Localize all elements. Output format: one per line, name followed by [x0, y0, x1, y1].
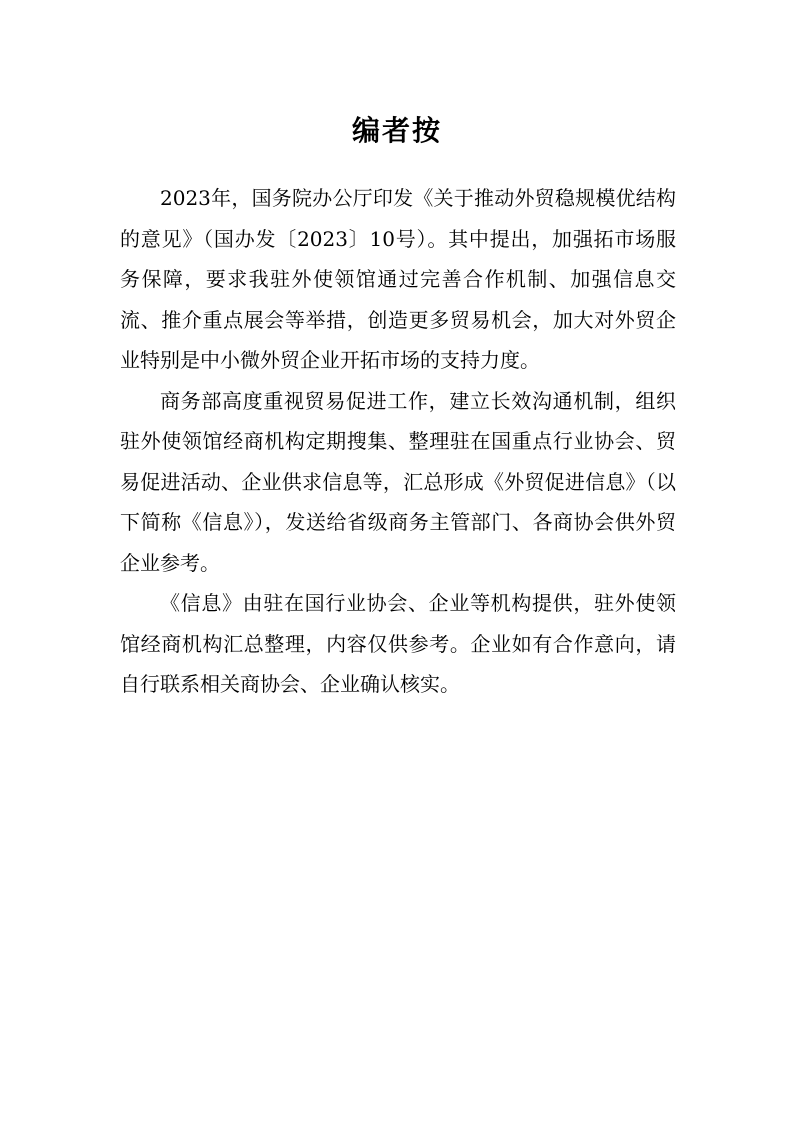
page-title: 编者按	[351, 113, 442, 147]
paragraph-ministry-work: 商务部高度重视贸易促进工作，建立长效沟通机制，组织驻外使领馆经商机构定期搜集、整理驻在国重点行业协会、贸易促进活动、企业供求信息等，汇总形成《外贸促进信息》（以下简称《信息》），发送给省级商务主管部门、各商协会供外贸企业参考。	[120, 388, 676, 575]
paragraph-disclaimer: 《信息》由驻在国行业协会、企业等机构提供，驻外使领馆经商机构汇总整理，内容仅供参考。企业如有合作意向，请自行联系相关商协会、企业确认核实。	[120, 591, 676, 696]
paragraph-policy-background: 2023年，国务院办公厅印发《关于推动外贸稳规模优结构的意见》（国办发〔2023〕10号）。其中提出，加强拓市场服务保障，要求我驻外使领馆通过完善合作机制、加强信息交流、推介重点展会等举措，创造更多贸易机会，加大对外贸企业特别是中小微外贸企业开拓市场的支持力度。	[120, 186, 676, 372]
editor-note-body	[120, 178, 676, 705]
